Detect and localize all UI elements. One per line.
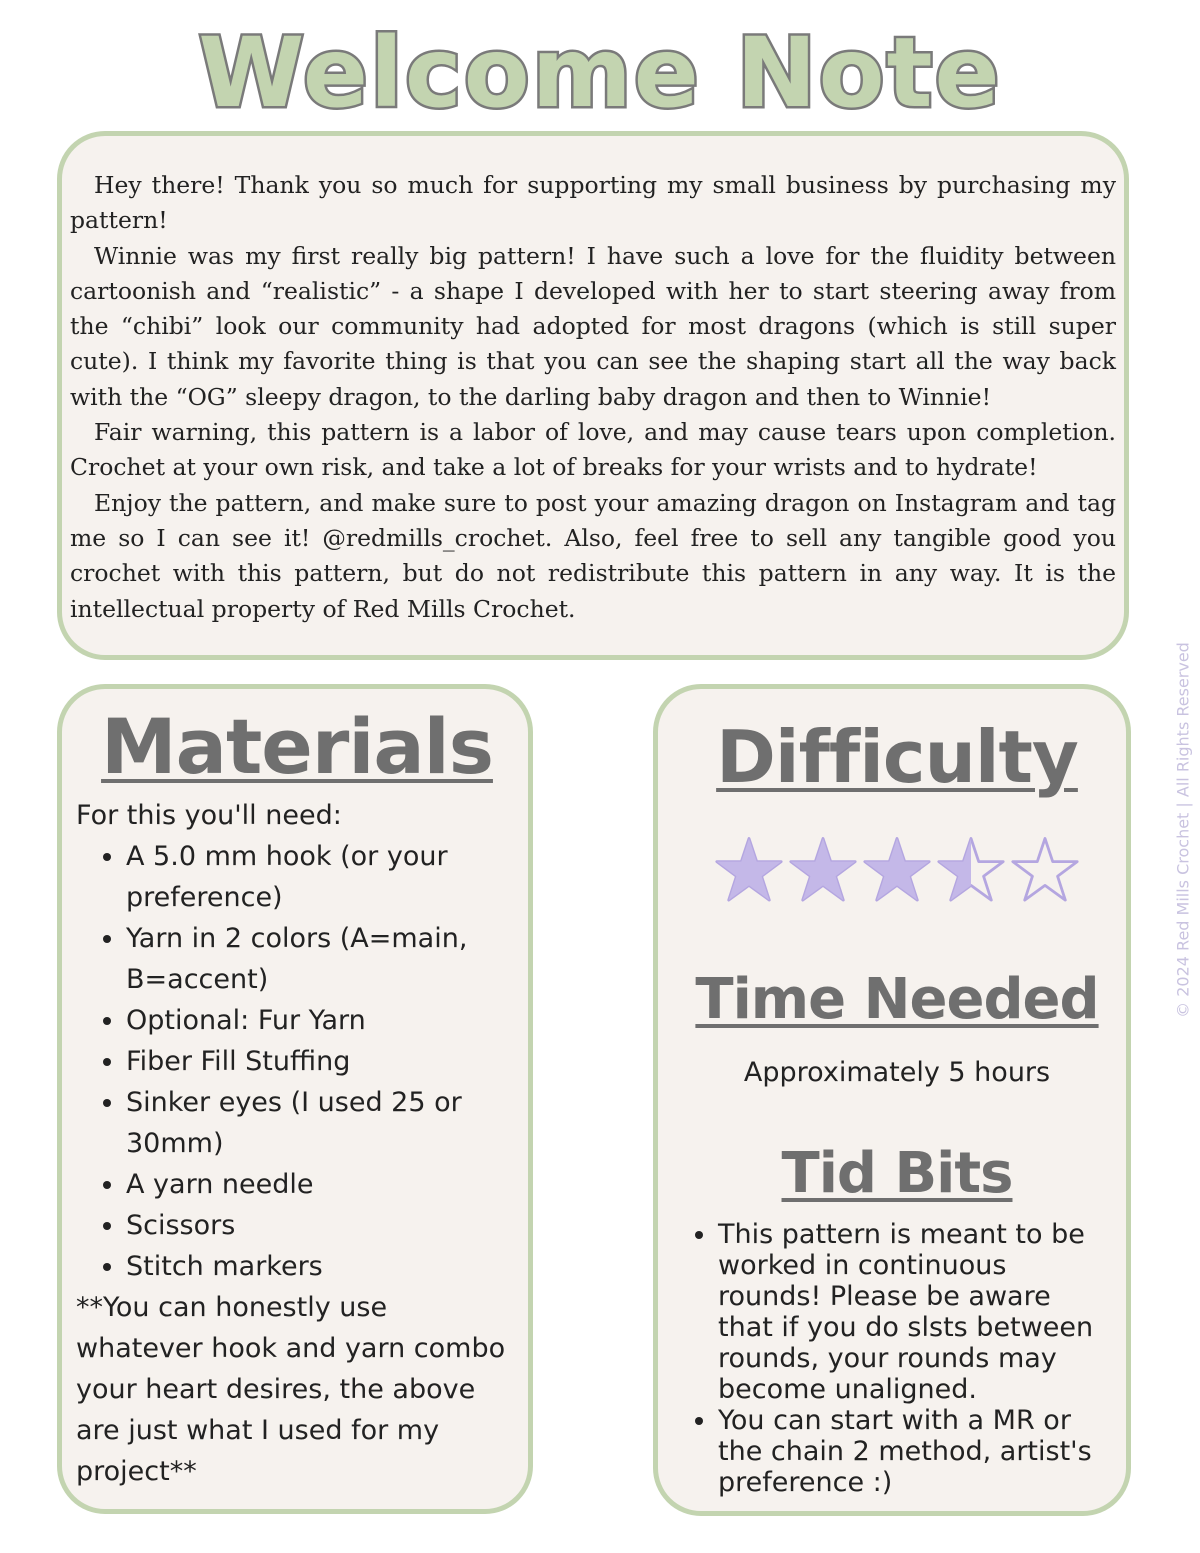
star-icon (788, 835, 858, 905)
materials-panel (57, 684, 533, 1514)
list-item: • A 5.0 mm hook (or your preference) (126, 836, 518, 918)
welcome-paragraph: Fair warning, this pattern is a labor of love, and may cause tears upon completion. Crochet at your own risk, and take a lot of breaks for your wrists and to hydrate! (70, 418, 1116, 482)
difficulty-rating (682, 835, 1112, 905)
star-icon (1010, 835, 1080, 905)
list-item: • Scissors (126, 1205, 518, 1246)
materials-list (76, 836, 518, 1287)
list-item: • This pattern is meant to be worked in continuous rounds! Please be aware that if you do slsts between rounds, your rounds may become unaligned. (718, 1219, 1112, 1405)
list-item: • Optional: Fur Yarn (126, 1000, 518, 1041)
star-icon (714, 835, 784, 905)
list-item: • A yarn needle (126, 1164, 518, 1205)
materials-heading: Materials (101, 702, 493, 791)
list-item: • Fiber Fill Stuffing (126, 1041, 518, 1082)
time-needed-value: Approximately 5 hours (743, 1057, 1051, 1088)
star-icon (862, 835, 932, 905)
difficulty-heading: Difficulty (716, 715, 1078, 799)
difficulty-panel (653, 684, 1131, 1516)
time-needed-heading: Time Needed (695, 967, 1099, 1032)
tid-bits-list (682, 1219, 1112, 1498)
list-item: • Sinker eyes (I used 25 or 30mm) (126, 1082, 518, 1164)
welcome-paragraph: Hey there! Thank you so much for supporting my small business by purchasing my pattern! (70, 171, 1116, 235)
list-item: • Stitch markers (126, 1246, 518, 1287)
welcome-paragraph: Enjoy the pattern, and make sure to post your amazing dragon on Instagram and tag me so I can see it! @redmills_crochet. Also, feel free to sell any tangible good you crochet with this pattern, but do not redistribute this pattern in any way. It is the intellectual property of Red Mills Crochet. (70, 488, 1116, 623)
copyright-watermark: © 2024 Red Mills Crochet | All Rights Reserved (1173, 642, 1193, 1018)
list-item: • Yarn in 2 colors (A=main, B=accent) (126, 918, 518, 1000)
welcome-note-panel (57, 131, 1129, 660)
materials-note: **You can honestly use whatever hook and yarn combo your heart desires, the above are just what I used for my project** (76, 1292, 506, 1487)
list-item: • You can start with a MR or the chain 2 method, artist's preference :) (718, 1405, 1112, 1498)
tid-bits-heading: Tid Bits (781, 1141, 1013, 1206)
page-title: Welcome Note (198, 17, 1002, 129)
welcome-paragraph: Winnie was my first really big pattern! I have such a love for the fluidity between cartoonish and “realistic” - a shape I developed with her to start steering away from the “chibi” look our community had adopted for most dragons (which is still super cute). I think my favorite thing is that you can see the shaping start all the way back with the “OG” sleepy dragon, to the darling baby dragon and then to Winnie! (70, 241, 1116, 411)
star-icon (936, 835, 1006, 905)
materials-intro: For this you'll need: (76, 800, 342, 831)
